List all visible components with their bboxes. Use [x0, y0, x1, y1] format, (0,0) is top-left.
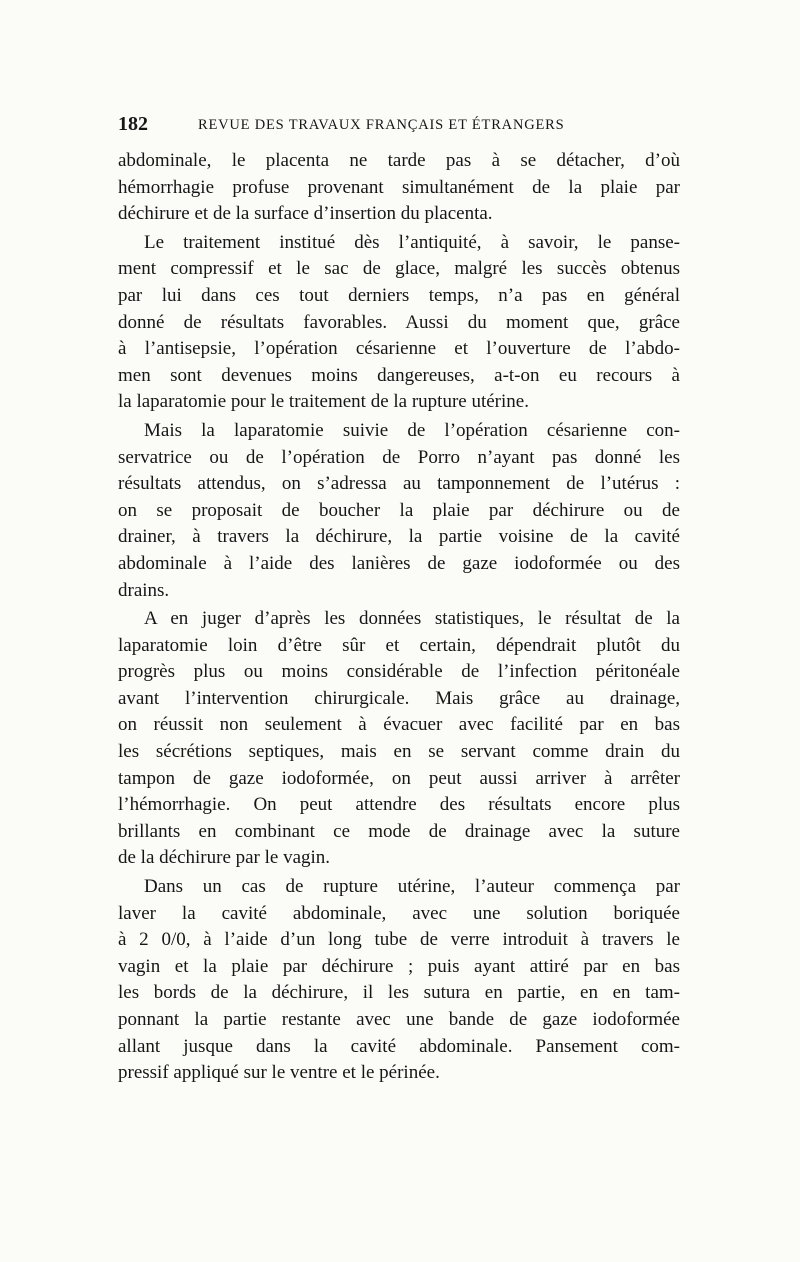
text-line: vagin et la plaie par déchirure ; puis ayant attiré par en bas: [118, 955, 680, 977]
running-title: REVUE DES TRAVAUX FRANÇAIS ET ÉTRANGERS: [198, 117, 565, 133]
text-line: pressif appliqué sur le ventre et le périnée.: [118, 1062, 440, 1084]
text-line: avant l’intervention chirurgicale. Mais grâce au drainage,: [118, 687, 680, 709]
text-line: brillants en combinant ce mode de drainage avec la suture: [118, 820, 680, 842]
paragraph: [118, 230, 680, 416]
text-line: Le traitement institué dès l’antiquité, à savoir, le panse-: [144, 231, 680, 253]
text-line: progrès plus ou moins considérable de l’infection péritonéale: [118, 661, 680, 683]
text-line: hémorrhagie profuse provenant simultanément de la plaie par: [118, 176, 680, 198]
text-line: donné de résultats favorables. Aussi du moment que, grâce: [118, 311, 680, 333]
text-line: men sont devenues moins dangereuses, a-t-on eu recours à: [118, 364, 680, 386]
text-line: résultats attendus, on s’adressa au tamponnement de l’utérus :: [118, 473, 680, 495]
body-text: [118, 148, 680, 1087]
text-line: drainer, à travers la déchirure, la partie voisine de la cavité: [118, 526, 680, 548]
paragraph: [118, 874, 680, 1087]
text-line: on réussit non seulement à évacuer avec facilité par en bas: [118, 714, 680, 736]
paragraph: [118, 148, 680, 228]
text-line: ment compressif et le sac de glace, malgré les succès obtenus: [118, 258, 680, 280]
text-line: les sécrétions septiques, mais en se servant comme drain du: [118, 741, 680, 763]
text-line: abdominale à l’aide des lanières de gaze iodoformée ou des: [118, 552, 680, 574]
text-line: Mais la laparatomie suivie de l’opération césarienne con-: [144, 419, 680, 441]
paragraph: [118, 418, 680, 604]
text-line: laver la cavité abdominale, avec une solution boriquée: [118, 902, 680, 924]
text-line: de la déchirure par le vagin.: [118, 847, 331, 869]
text-line: on se proposait de boucher la plaie par déchirure ou de: [118, 499, 680, 521]
paragraph: [118, 606, 680, 872]
text-line: tampon de gaze iodoformée, on peut aussi arriver à arrêter: [118, 767, 680, 789]
text-line: ponnant la partie restante avec une bande de gaze iodoformée: [118, 1009, 680, 1030]
text-line: A en juger d’après les données statistiques, le résultat de la: [144, 608, 680, 630]
text-line: les bords de la déchirure, il les sutura en partie, en en tam-: [118, 982, 680, 1004]
text-line: à 2 0/0, à l’aide d’un long tube de verre introduit à travers le: [118, 929, 680, 951]
text-line: Dans un cas de rupture utérine, l’auteur commença par: [144, 876, 680, 898]
page-header: [118, 113, 680, 145]
text-line: l’hémorrhagie. On peut attendre des résultats encore plus: [118, 794, 680, 816]
text-line: abdominale, le placenta ne tarde pas à se détacher, d’où: [118, 150, 680, 171]
text-line: la laparatomie pour le traitement de la rupture utérine.: [118, 391, 529, 413]
text-line: drains.: [118, 579, 170, 601]
text-line: servatrice ou de l’opération de Porro n’ayant pas donné les: [118, 446, 680, 468]
text-line: à l’antisepsie, l’opération césarienne et l’ouverture de l’abdo-: [118, 338, 680, 360]
text-line: laparatomie loin d’être sûr et certain, dépendrait plutôt du: [118, 634, 680, 656]
page-number: 182: [118, 113, 148, 135]
text-line: déchirure et de la surface d’insertion du placenta.: [118, 203, 493, 225]
text-line: allant jusque dans la cavité abdominale. Pansement com-: [118, 1035, 680, 1057]
text-line: par lui dans ces tout derniers temps, n’a pas en général: [118, 284, 680, 306]
